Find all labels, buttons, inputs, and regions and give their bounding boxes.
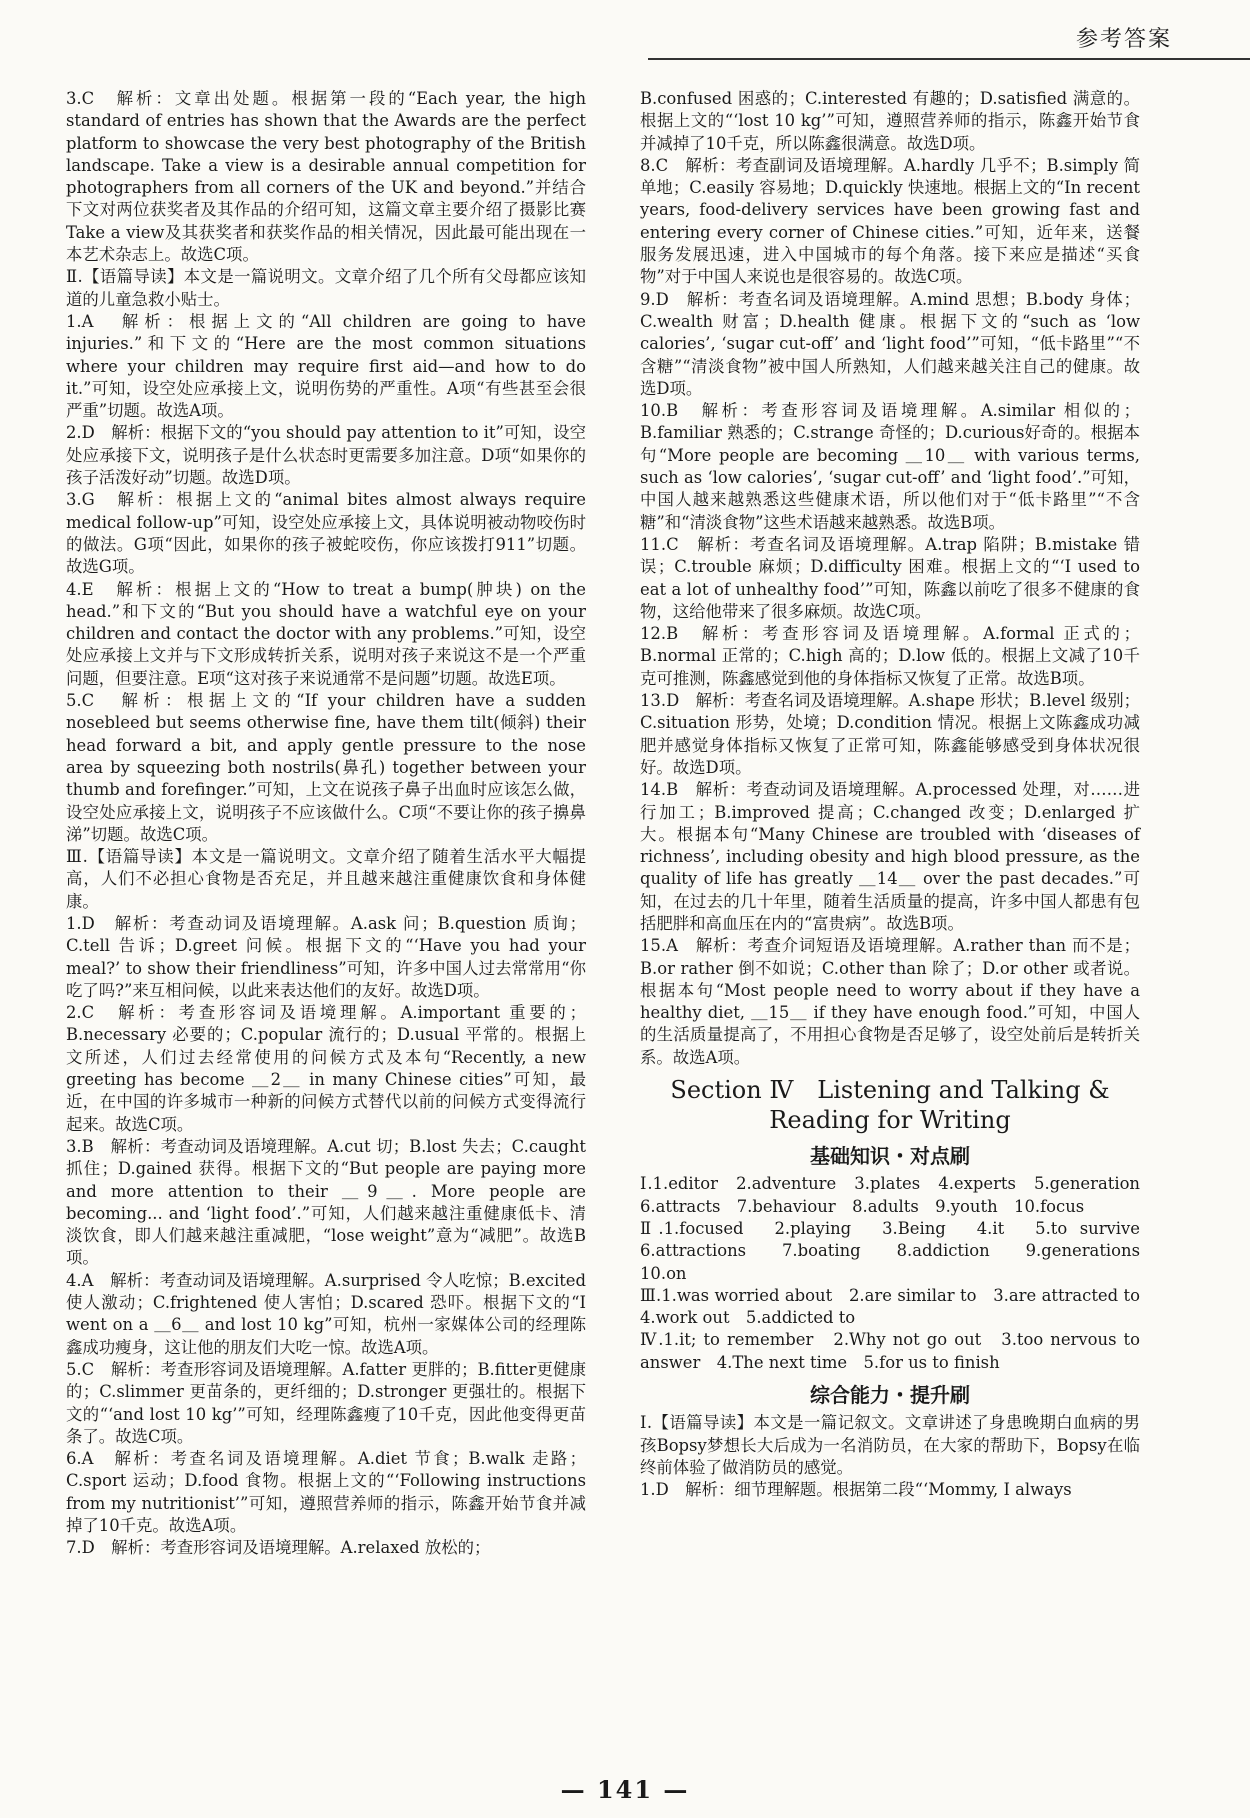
answer-paragraph: 5.C 解析：根据上文的“If your children have a sudden nosebleed but seems otherwise fine, have them tilt(倾斜) their head forward a bit, and apply gentle pressure to the nose area by squeezing both nostrils(鼻孔) together between your thumb and forefinger.”可知，上文在说孩子鼻子出血时应该怎么做，设空处应承接上文，说明孩子不应该做什么。C项“不要让你的孩子擤鼻涕”切题。故选C项。: [66, 691, 586, 844]
passage-guide: Ⅲ.【语篇导读】本文是一篇说明文。文章介绍了随着生活水平大幅提高，人们不必担心食物是否充足，并且越来越注重健康饮食和身体健康。: [66, 847, 586, 911]
section-title: Section Ⅳ Listening and Talking & Reading for Writing: [670, 1076, 1110, 1135]
answer-paragraph: 2.D 解析：根据下文的“you should pay attention to it”可知，设空处应承接下文，说明孩子是什么状态时更需要多加注意。D项“如果你的孩子活泼好动”切题。故选D项。: [66, 423, 586, 488]
right-column: [640, 88, 1157, 1502]
answer-paragraph: 3.B 解析：考查动词及语境理解。A.cut 切；B.lost 失去；C.caught 抓住；D.gained 获得。根据下文的“But people are paying more and more attention to their ＿9＿. More people are becoming... and ‘light food’.”可知，人们越来越注重健康低卡、清淡饮食，即人们越来越注重减肥，“lose weight”意为“减肥”。故选B项。: [66, 1136, 586, 1268]
header-rule: [648, 58, 1250, 60]
answer-paragraph: 15.A 解析：考查介词短语及语境理解。A.rather than 而不是；B.or rather 倒不如说；C.other than 除了；D.or other 或者说。根据本句“Most people need to worry about if they have a healthy diet, ＿15＿ if they have enough food.”可知，中国人的生活质量提高了，不用担心食物是否足够了，设空处前后是转折关系。故选A项。: [640, 936, 1140, 1067]
header-label: 参考答案: [1075, 27, 1172, 52]
answer-paragraph: 4.E 解析：根据上文的“How to treat a bump(肿块) on the head.”和下文的“But you should have a watchful eye on your children and contact the doctor with any problems.”可知，设空处应承接上文并与下文形成转折关系，说明对孩子来说这不是一个严重问题，但要注意。E项“这对孩子来说通常不是问题”切题。故选E项。: [66, 579, 586, 688]
answer-paragraph: 8.C 解析：考查副词及语境理解。A.hardly 几乎不；B.simply 简单地；C.easily 容易地；D.quickly 快速地。根据上文的“In recent years, food-delivery services have been growing fast and entering every corner of Chinese cities.”可知，近年来，送餐服务发展迅速，进入中国城市的每个角落。接下来应是描述“买食物”对于中国人来说也是很容易的。故选C项。: [640, 155, 1140, 287]
answer-paragraph: 14.B 解析：考查动词及语境理解。A.processed 处理，对……进行加工；B.improved 提高；C.changed 改变；D.enlarged 扩大。根据本句“Many Chinese are troubled with ‘diseases of richness’, including obesity and high blood pressure, as the quality of life has greatly ＿14＿ over the past decades.”可知，在过去的几十年里，随着生活质量的提高，许多中国人都患有包括肥胖和高血压在内的“富贵病”。故选B项。: [640, 780, 1140, 933]
answer-paragraph: 5.C 解析：考查形容词及语境理解。A.fatter 更胖的；B.fitter更健康的；C.slimmer 更苗条的，更纤细的；D.stronger 更强壮的。根据下文的“‘and lost 10 kg’”可知，经理陈鑫瘦了10千克，因此他变得更苗条了。故选C项。: [66, 1359, 586, 1446]
passage-guide: Ⅰ.【语篇导读】本文是一篇记叙文。文章讲述了身患晚期白血病的男孩Bopsy梦想长大后成为一名消防员，在大家的帮助下，Bopsy在临终前体验了做消防员的感觉。: [640, 1413, 1140, 1477]
basic-answers-row: Ⅳ.1.it; to remember 2.Why not go out 3.too nervous to answer 4.The next time 5.for us to finish: [640, 1330, 1140, 1372]
basic-answers-row: Ⅲ.1.was worried about 2.are similar to 3.are attracted to 4.work out 5.addicted to: [640, 1285, 1157, 1328]
answer-paragraph: 13.D 解析：考查名词及语境理解。A.shape 形状；B.level 级别；C.situation 形势，处境；D.condition 情况。根据上文陈鑫成功减肥并感觉身体指标又恢复了正常可知，陈鑫能够感受到身体状况很好。故选D项。: [640, 691, 1140, 777]
advanced-title: 综合能力・提升刷: [810, 1383, 970, 1408]
basic-answers-row: Ⅰ.1.editor 2.adventure 3.plates 4.experts 5.generation 6.attracts 7.behaviour 8.adults 9.youth 10.focus: [640, 1174, 1157, 1216]
answer-paragraph: 3.G 解析：根据上文的“animal bites almost always require medical follow-up”可知，设空处应承接上文，具体说明被动物咬伤时的做法。G项“因此，如果你的孩子被蛇咬伤，你应该拨打911”切题。故选G项。: [66, 490, 586, 577]
answer-paragraph: 1.D 解析：细节理解题。根据第二段“‘Mommy, I always: [640, 1480, 1072, 1500]
answer-paragraph: 12.B 解析：考查形容词及语境理解。A.formal 正式的；B.normal 正常的；C.high 高的；D.low 低的。根据上文减了10千克可推测，陈鑫感觉到他的身体指标又恢复了正常。故选B项。: [640, 624, 1140, 688]
basic-knowledge-title: 基础知识・对点刷: [810, 1144, 970, 1169]
answer-paragraph: B.confused 困惑的；C.interested 有趣的；D.satisfied 满意的。根据上文的“‘lost 10 kg’”可知，遵照营养师的指示，陈鑫开始节食并减掉了10千克，所以陈鑫很满意。故选D项。: [640, 89, 1140, 153]
answer-paragraph: 1.A 解析：根据上文的“All children are going to have injuries.”和下文的“Here are the most common situations where your children may require first aid—and how to do it.”可知，设空处应承接上文，说明伤势的严重性。A项“有些甚至会很严重”切题。故选A项。: [66, 311, 586, 421]
page-number: — 141 —: [560, 1775, 690, 1804]
answer-paragraph: 3.C 解析：文章出处题。根据第一段的“Each year, the high standard of entries has shown that the Awards are the perfect platform to showcase the very best photography of the British landscape. Take a view is a desirable annual competition for photographers from all corners of the UK and beyond.”并结合下文对两位获奖者及其作品的介绍可知，这篇文章主要介绍了摄影比赛Take a view及其获奖者和获奖作品的相关情况，因此最可能出现在一本艺术杂志上。故选C项。: [66, 89, 586, 265]
left-column: [66, 88, 586, 1560]
passage-guide: Ⅱ.【语篇导读】本文是一篇说明文。文章介绍了几个所有父母都应该知道的儿童急救小贴士。: [66, 267, 586, 309]
answer-paragraph: 9.D 解析：考查名词及语境理解。A.mind 思想；B.body 身体；C.wealth 财富；D.health 健康。根据下文的“such as ‘low calories’, ‘sugar cut-off’ and ‘light food’”可知，“低卡路里”“不含糖”“清淡食物”被中国人所熟知，人们越来越关注自己的健康。故选D项。: [640, 289, 1140, 398]
answer-paragraph: 7.D 解析：考查形容词及语境理解。A.relaxed 放松的；: [66, 1538, 491, 1558]
answer-paragraph: 4.A 解析：考查动词及语境理解。A.surprised 令人吃惊；B.excited 使人激动；C.frightened 使人害怕；D.scared 恐吓。根据下文的“I went on a ＿6＿ and lost 10 kg”可知，杭州一家媒体公司的经理陈鑫成功瘦身，这让他的朋友们大吃一惊。故选A项。: [66, 1270, 586, 1357]
answer-paragraph: 2.C 解析：考查形容词及语境理解。A.important 重要的；B.necessary 必要的；C.popular 流行的；D.usual 平常的。根据上文所述，人们过去经常使用的问候方式及本句“Recently, a new greeting has become ＿2＿ in many Chinese cities”可知，最近，在中国的许多城市一种新的问候方式替代以前的问候方式变得流行起来。故选C项。: [66, 1003, 586, 1134]
answer-paragraph: 6.A 解析：考查名词及语境理解。A.diet 节食；B.walk 走路；C.sport 运动；D.food 食物。根据上文的“‘Following instructions from my nutritionist’”可知，遵照营养师的指示，陈鑫开始节食并减掉了10千克。故选A项。: [66, 1449, 586, 1535]
answer-paragraph: 1.D 解析：考查动词及语境理解。A.ask 问；B.question 质询；C.tell 告诉；D.greet 问候。根据下文的“‘Have you had your meal?’ to show their friendliness”可知，许多中国人过去常常用“你吃了吗?”来互相问候，以此来表达他们的友好。故选D项。: [66, 913, 586, 1000]
answer-paragraph: 11.C 解析：考查名词及语境理解。A.trap 陷阱；B.mistake 错误；C.trouble 麻烦；D.difficulty 困难。根据上文的“‘I used to eat a lot of unhealthy food’”可知，陈鑫以前吃了很多不健康的食物，这给他带来了很多麻烦。故选C项。: [640, 534, 1140, 621]
answer-paragraph: 10.B 解析：考查形容词及语境理解。A.similar 相似的；B.familiar 熟悉的；C.strange 奇怪的；D.curious好奇的。根据本句“More people are becoming ＿10＿ with various terms, such as ‘low calories’, ‘sugar cut-off’ and ‘light food’.”可知，中国人越来越熟悉这些健康术语，所以他们对于“低卡路里”“不含糖”和“清淡食物”这些术语越来越熟悉。故选B项。: [640, 401, 1140, 532]
basic-answers-row: Ⅱ.1.focused 2.playing 3.Being 4.it 5.to survive 6.attractions 7.boating 8.addiction 9.generations 10.on: [640, 1218, 1157, 1283]
